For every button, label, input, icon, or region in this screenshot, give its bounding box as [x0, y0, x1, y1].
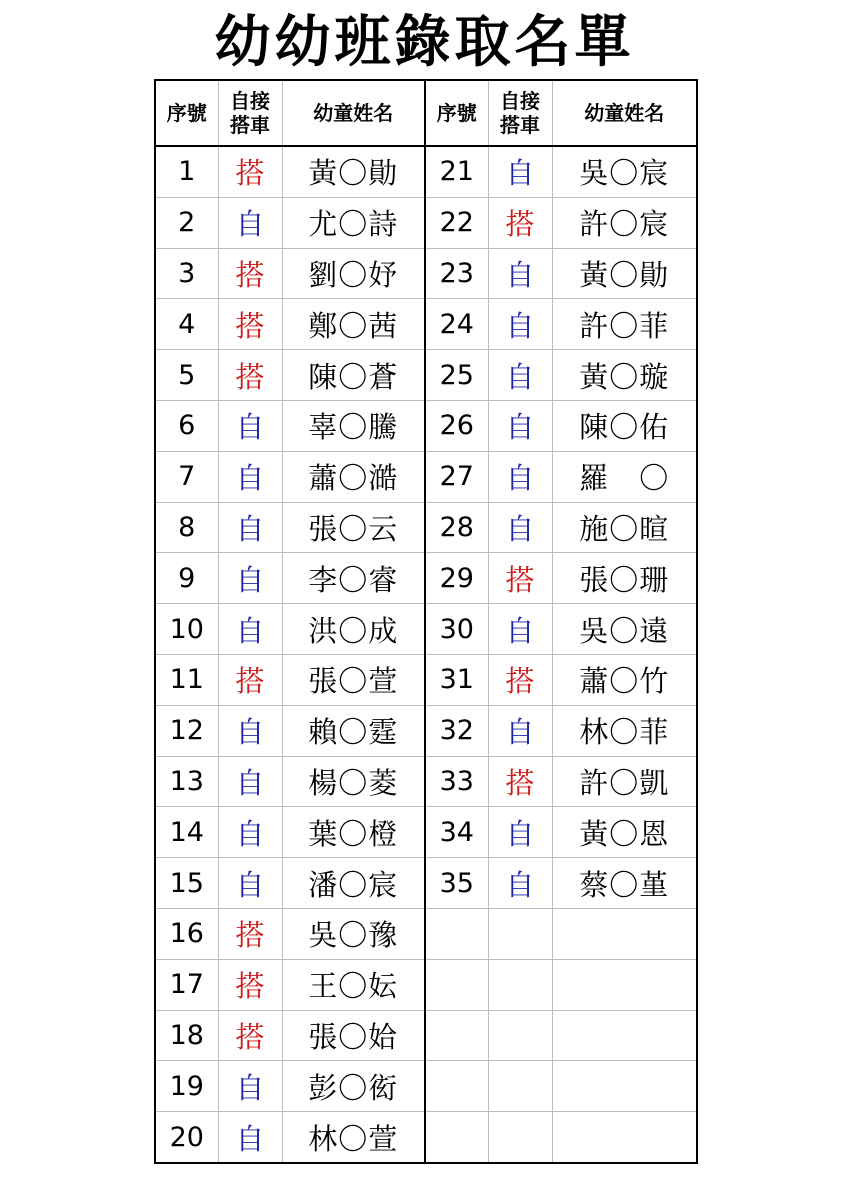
empty-cell [425, 1061, 488, 1112]
pickup-mode: 搭 [488, 553, 552, 604]
child-name: 楊〇菱 [282, 756, 425, 807]
seq-number: 6 [155, 400, 218, 451]
seq-number: 16 [155, 908, 218, 959]
table-row [155, 197, 697, 248]
seq-number: 34 [425, 807, 488, 858]
seq-number: 1 [155, 146, 218, 197]
table-row [155, 807, 697, 858]
seq-number: 22 [425, 197, 488, 248]
pickup-mode: 搭 [488, 654, 552, 705]
pickup-mode: 搭 [218, 654, 282, 705]
child-name: 彭〇衒 [282, 1061, 425, 1112]
child-name: 張〇云 [282, 502, 425, 553]
seq-number: 18 [155, 1010, 218, 1061]
pickup-mode: 自 [488, 248, 552, 299]
child-name: 林〇萱 [282, 1112, 425, 1163]
pickup-mode: 搭 [218, 248, 282, 299]
seq-number: 26 [425, 400, 488, 451]
pickup-mode: 自 [218, 451, 282, 502]
child-name: 尤〇詩 [282, 197, 425, 248]
table-row [155, 858, 697, 909]
pickup-mode: 自 [218, 1061, 282, 1112]
child-name: 羅 〇 [552, 451, 697, 502]
page-title: 幼幼班錄取名單 [214, 10, 635, 75]
child-name: 李〇睿 [282, 553, 425, 604]
seq-number: 20 [155, 1112, 218, 1163]
seq-number: 25 [425, 350, 488, 401]
child-name: 洪〇成 [282, 604, 425, 655]
empty-cell [425, 1010, 488, 1061]
pickup-mode: 搭 [218, 959, 282, 1010]
pickup-mode: 自 [488, 400, 552, 451]
pickup-mode: 搭 [218, 1010, 282, 1061]
table-row [155, 1112, 697, 1163]
seq-number: 32 [425, 705, 488, 756]
seq-number: 5 [155, 350, 218, 401]
header-num-left: 序號 [155, 80, 218, 146]
pickup-mode: 自 [488, 604, 552, 655]
table-row [155, 451, 697, 502]
header-ride-right [488, 80, 552, 146]
table-row [155, 553, 697, 604]
header-name-left: 幼童姓名 [282, 80, 425, 146]
empty-cell [552, 1061, 697, 1112]
child-name: 張〇姶 [282, 1010, 425, 1061]
table-row [155, 299, 697, 350]
child-name: 許〇宸 [552, 197, 697, 248]
empty-cell [552, 1112, 697, 1163]
pickup-mode: 搭 [488, 197, 552, 248]
seq-number: 21 [425, 146, 488, 197]
seq-number: 14 [155, 807, 218, 858]
seq-number: 4 [155, 299, 218, 350]
header-ride-bottom: 搭車 [500, 113, 540, 137]
pickup-mode: 自 [488, 350, 552, 401]
seq-number: 7 [155, 451, 218, 502]
header-ride-top: 自接 [230, 89, 270, 113]
table-row [155, 502, 697, 553]
table-row [155, 654, 697, 705]
table-row [155, 1061, 697, 1112]
table-row [155, 248, 697, 299]
child-name: 林〇菲 [552, 705, 697, 756]
child-name: 劉〇妤 [282, 248, 425, 299]
pickup-mode: 搭 [488, 756, 552, 807]
pickup-mode: 搭 [218, 299, 282, 350]
child-name: 蔡〇堇 [552, 858, 697, 909]
pickup-mode: 自 [488, 299, 552, 350]
pickup-mode: 自 [218, 502, 282, 553]
child-name: 潘〇宸 [282, 858, 425, 909]
table-row [155, 146, 697, 197]
empty-cell [488, 1061, 552, 1112]
pickup-mode: 搭 [218, 146, 282, 197]
pickup-mode: 自 [218, 1112, 282, 1163]
pickup-mode: 自 [218, 400, 282, 451]
table-row [155, 350, 697, 401]
seq-number: 2 [155, 197, 218, 248]
seq-number: 13 [155, 756, 218, 807]
child-name: 蕭〇澔 [282, 451, 425, 502]
empty-cell [488, 908, 552, 959]
child-name: 黃〇恩 [552, 807, 697, 858]
pickup-mode: 自 [488, 451, 552, 502]
child-name: 陳〇佑 [552, 400, 697, 451]
child-name: 王〇妘 [282, 959, 425, 1010]
pickup-mode: 自 [488, 146, 552, 197]
pickup-mode: 自 [488, 807, 552, 858]
empty-cell [488, 959, 552, 1010]
header-name-right: 幼童姓名 [552, 80, 697, 146]
pickup-mode: 自 [488, 858, 552, 909]
table-row [155, 1010, 697, 1061]
pickup-mode: 自 [218, 604, 282, 655]
seq-number: 9 [155, 553, 218, 604]
seq-number: 11 [155, 654, 218, 705]
child-name: 賴〇霆 [282, 705, 425, 756]
seq-number: 10 [155, 604, 218, 655]
seq-number: 23 [425, 248, 488, 299]
seq-number: 15 [155, 858, 218, 909]
child-name: 吳〇遠 [552, 604, 697, 655]
empty-cell [425, 1112, 488, 1163]
empty-cell [488, 1112, 552, 1163]
header-ride-top: 自接 [500, 89, 540, 113]
child-name: 蕭〇竹 [552, 654, 697, 705]
child-name: 黃〇勛 [282, 146, 425, 197]
seq-number: 30 [425, 604, 488, 655]
child-name: 陳〇蒼 [282, 350, 425, 401]
child-name: 辜〇騰 [282, 400, 425, 451]
child-name: 鄭〇茜 [282, 299, 425, 350]
table-header-row [155, 80, 697, 146]
pickup-mode: 自 [218, 197, 282, 248]
pickup-mode: 搭 [218, 908, 282, 959]
child-name: 施〇暄 [552, 502, 697, 553]
child-name: 黃〇璇 [552, 350, 697, 401]
seq-number: 33 [425, 756, 488, 807]
child-name: 許〇凱 [552, 756, 697, 807]
table-row [155, 400, 697, 451]
seq-number: 35 [425, 858, 488, 909]
seq-number: 3 [155, 248, 218, 299]
pickup-mode: 自 [218, 705, 282, 756]
table-row [155, 756, 697, 807]
pickup-mode: 搭 [218, 350, 282, 401]
table-row [155, 959, 697, 1010]
empty-cell [425, 959, 488, 1010]
child-name: 吳〇宸 [552, 146, 697, 197]
empty-cell [488, 1010, 552, 1061]
pickup-mode: 自 [218, 553, 282, 604]
header-ride-left [218, 80, 282, 146]
seq-number: 24 [425, 299, 488, 350]
table-body [155, 146, 697, 1163]
empty-cell [552, 959, 697, 1010]
table-row [155, 604, 697, 655]
child-name: 黃〇勛 [552, 248, 697, 299]
pickup-mode: 自 [488, 502, 552, 553]
header-num-right: 序號 [425, 80, 488, 146]
child-name: 葉〇橙 [282, 807, 425, 858]
seq-number: 19 [155, 1061, 218, 1112]
child-name: 張〇萱 [282, 654, 425, 705]
pickup-mode: 自 [218, 807, 282, 858]
child-name: 張〇珊 [552, 553, 697, 604]
seq-number: 8 [155, 502, 218, 553]
table-row [155, 705, 697, 756]
empty-cell [552, 908, 697, 959]
pickup-mode: 自 [488, 705, 552, 756]
table-row [155, 908, 697, 959]
seq-number: 17 [155, 959, 218, 1010]
pickup-mode: 自 [218, 756, 282, 807]
pickup-mode: 自 [218, 858, 282, 909]
empty-cell [425, 908, 488, 959]
seq-number: 27 [425, 451, 488, 502]
empty-cell [552, 1010, 697, 1061]
child-name: 吳〇豫 [282, 908, 425, 959]
seq-number: 12 [155, 705, 218, 756]
seq-number: 28 [425, 502, 488, 553]
admission-table [154, 79, 698, 1164]
header-ride-bottom: 搭車 [230, 113, 270, 137]
seq-number: 31 [425, 654, 488, 705]
child-name: 許〇菲 [552, 299, 697, 350]
seq-number: 29 [425, 553, 488, 604]
